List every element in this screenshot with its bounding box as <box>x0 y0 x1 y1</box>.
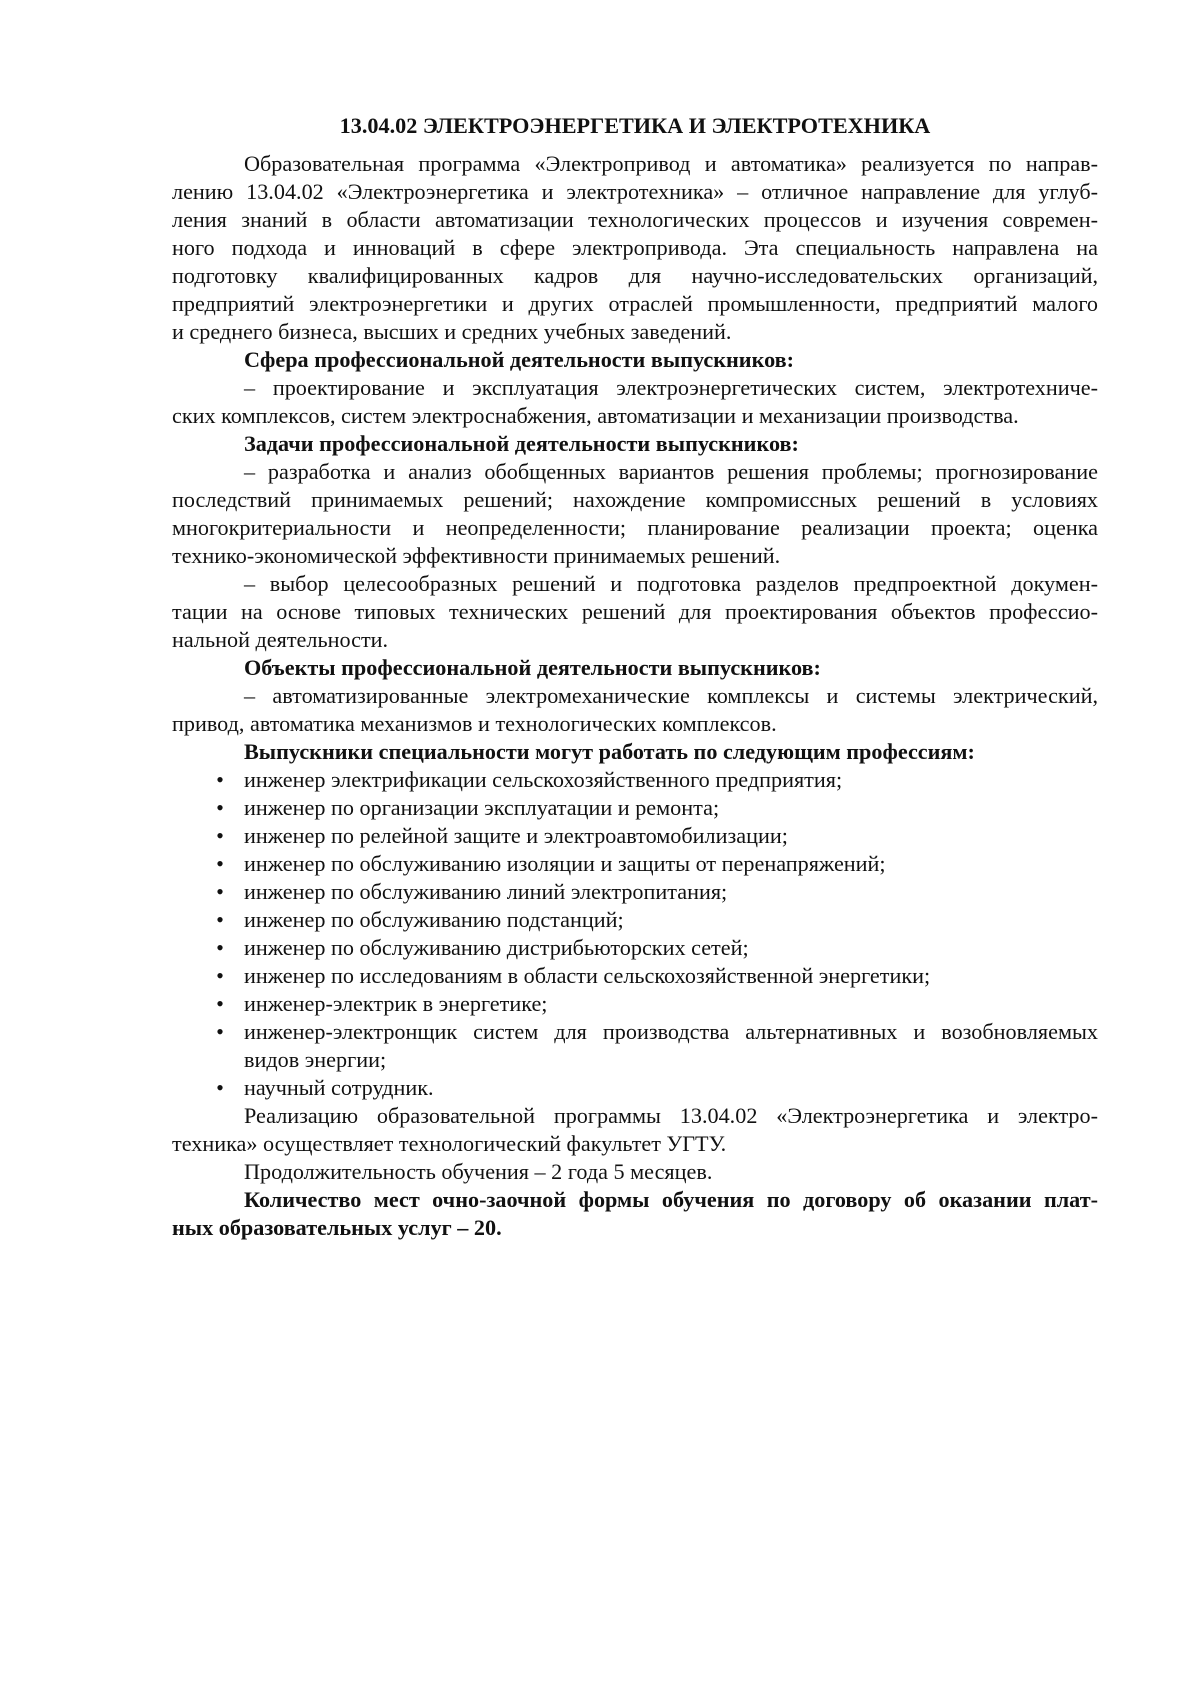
sphere-line: ских комплексов, систем электроснабжения, автоматизации и механизации производства. <box>172 403 1019 428</box>
professions-heading: Выпускники специальности могут работать по следующим профессиям: <box>244 739 975 764</box>
bullet-icon: • <box>216 991 224 1016</box>
list-item <box>172 850 1098 878</box>
bullet-icon: • <box>216 1075 224 1100</box>
tasks-line: – разработка и анализ обобщенных вариантов решения проблемы; прогнозирование <box>244 459 1098 484</box>
list-item-text: инженер по обслуживанию изоляции и защиты от перенапряжений; <box>244 851 886 876</box>
list-item-text: инженер по релейной защите и электроавтомобилизации; <box>244 823 788 848</box>
bullet-icon: • <box>216 823 224 848</box>
implementation-line: техника» осуществляет технологический факультет УГТУ. <box>172 1131 727 1156</box>
bullet-icon: • <box>216 907 224 932</box>
sphere-paragraph <box>172 374 1098 430</box>
intro-line: подготовку квалифицированных кадров для научно-исследовательских организаций, <box>172 263 1098 288</box>
list-item <box>172 906 1098 934</box>
list-item-text: инженер по обслуживанию линий электропитания; <box>244 879 728 904</box>
list-item <box>172 1074 1098 1102</box>
tasks-heading: Задачи профессиональной деятельности выпускников: <box>244 431 799 456</box>
places-line: Количество мест очно-заочной формы обучения по договору об оказании плат- <box>244 1187 1098 1212</box>
list-item <box>172 934 1098 962</box>
intro-line: предприятий электроэнергетики и других отраслей промышленности, предприятий малого <box>172 291 1098 316</box>
bullet-icon: • <box>216 851 224 876</box>
objects-heading: Объекты профессиональной деятельности выпускников: <box>244 655 821 680</box>
intro-paragraph <box>172 150 1098 346</box>
implementation-paragraph <box>172 1102 1098 1158</box>
list-item-text: научный сотрудник. <box>244 1075 434 1100</box>
intro-line: Образовательная программа «Электропривод и автоматика» реализуется по направ- <box>244 151 1098 176</box>
document-page <box>172 112 1098 1242</box>
list-item-text: инженер по обслуживанию дистрибьюторских сетей; <box>244 935 749 960</box>
list-item-text: инженер по исследованиям в области сельскохозяйственной энергетики; <box>244 963 931 988</box>
intro-line: и среднего бизнеса, высших и средних учебных заведений. <box>172 319 732 344</box>
places-line: ных образовательных услуг – 20. <box>172 1215 502 1240</box>
list-item-text: инженер-электрик в энергетике; <box>244 991 548 1016</box>
tasks-line: последствий принимаемых решений; нахождение компромиссных решений в условиях <box>172 487 1098 512</box>
bullet-icon: • <box>216 795 224 820</box>
list-item <box>172 1018 1098 1074</box>
bullet-icon: • <box>216 1019 224 1044</box>
bullet-icon: • <box>216 879 224 904</box>
bullet-icon: • <box>216 963 224 988</box>
professions-list <box>172 766 1098 1102</box>
list-item <box>172 962 1098 990</box>
list-item-text: инженер электрификации сельскохозяйственного предприятия; <box>244 767 843 792</box>
tasks-line: нальной деятельности. <box>172 627 389 652</box>
list-item <box>172 766 1098 794</box>
places-paragraph <box>172 1186 1098 1242</box>
list-item <box>172 990 1098 1018</box>
tasks-line: тации на основе типовых технических решений для проектирования объектов профессио- <box>172 599 1098 624</box>
document-title: 13.04.02 ЭЛЕКТРОЭНЕРГЕТИКА И ЭЛЕКТРОТЕХНИКА <box>339 113 931 138</box>
duration-text: Продолжительность обучения – 2 года 5 месяцев. <box>244 1159 713 1184</box>
bullet-icon: • <box>216 767 224 792</box>
list-item-text: инженер-электронщик систем для производства альтернативных и возобновляемых <box>244 1019 1098 1044</box>
list-item-text: инженер по организации эксплуатации и ремонта; <box>244 795 720 820</box>
sphere-line: – проектирование и эксплуатация электроэнергетических систем, электротехниче- <box>244 375 1098 400</box>
objects-line: – автоматизированные электромеханические комплексы и системы электрический, <box>244 683 1098 708</box>
list-item <box>172 878 1098 906</box>
intro-line: ного подхода и инноваций в сфере электропривода. Эта специальность направлена на <box>172 235 1098 260</box>
tasks-item-1 <box>172 458 1098 570</box>
objects-line: привод, автоматика механизмов и технологических комплексов. <box>172 711 777 736</box>
tasks-line: – выбор целесообразных решений и подготовка разделов предпроектной докумен- <box>244 571 1098 596</box>
sphere-heading: Сфера профессиональной деятельности выпускников: <box>244 347 794 372</box>
tasks-line: многокритериальности и неопределенности; планирование реализации проекта; оценка <box>172 515 1098 540</box>
tasks-line: технико-экономической эффективности принимаемых решений. <box>172 543 781 568</box>
list-item-text: видов энергии; <box>244 1047 387 1072</box>
intro-line: ления знаний в области автоматизации технологических процессов и изучения современ- <box>172 207 1098 232</box>
objects-paragraph <box>172 682 1098 738</box>
intro-line: лению 13.04.02 «Электроэнергетика и электротехника» – отличное направление для углуб- <box>172 179 1098 204</box>
bullet-icon: • <box>216 935 224 960</box>
tasks-item-2 <box>172 570 1098 654</box>
implementation-line: Реализацию образовательной программы 13.04.02 «Электроэнергетика и электро- <box>244 1103 1098 1128</box>
list-item-text: инженер по обслуживанию подстанций; <box>244 907 624 932</box>
list-item <box>172 822 1098 850</box>
list-item <box>172 794 1098 822</box>
